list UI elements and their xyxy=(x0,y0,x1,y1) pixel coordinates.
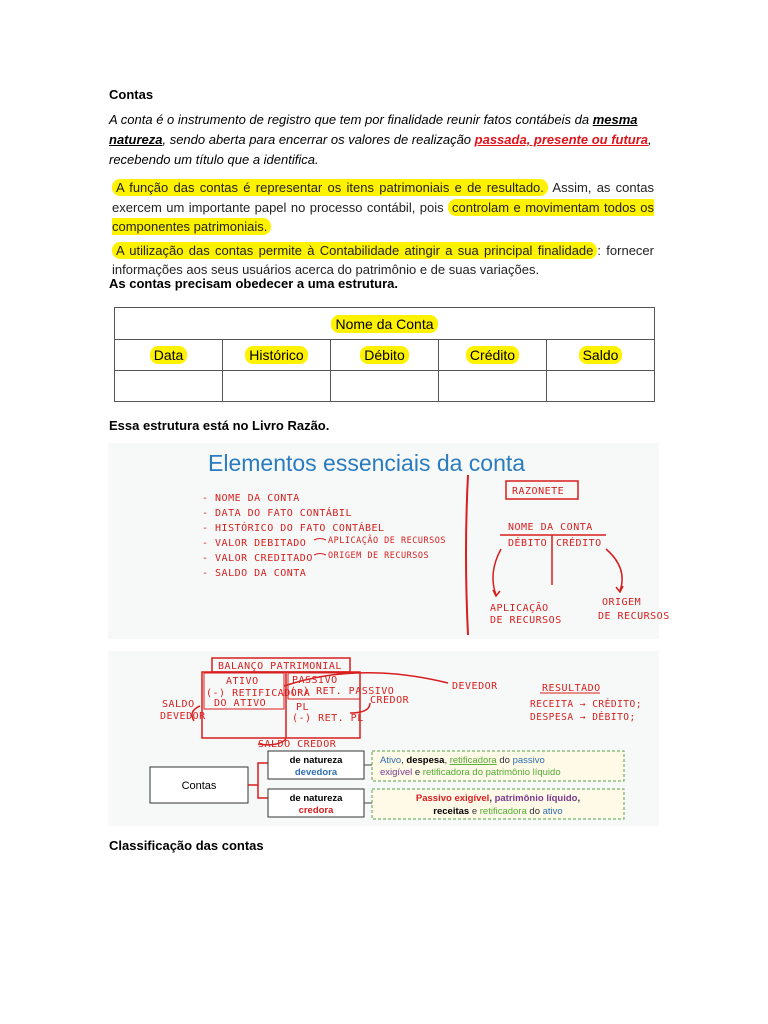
classificacao-heading: Classificação das contas xyxy=(109,838,264,853)
retif-ativo-1: (-) RETIFICADORA xyxy=(206,688,311,699)
pl-label: PL xyxy=(296,702,310,713)
credora-nat-label: de natureza xyxy=(289,793,343,804)
quote-highlight-2: controlam e movimentam todos os componentes patrimoniais. xyxy=(112,199,654,234)
table-cell xyxy=(331,371,439,402)
arrowhead-icon xyxy=(616,586,623,592)
table-header-cell xyxy=(439,340,547,371)
structure-intro: As contas precisam obedecer a uma estrutura. xyxy=(109,276,399,291)
arrow-aplicacao xyxy=(493,549,501,595)
quote-block xyxy=(112,178,654,280)
resultado-label: RESULTADO xyxy=(542,683,601,694)
col-debito: Débito xyxy=(360,346,408,364)
saldo-devedor-2: DEVEDOR xyxy=(160,711,206,722)
table-title-cell xyxy=(115,308,655,340)
credor-label: CREDOR xyxy=(370,695,410,706)
credora-label: credora xyxy=(298,805,334,816)
intro-mesma: mesma xyxy=(592,112,638,127)
table-empty-row xyxy=(115,371,655,402)
quote-text-1: Assim, as contas exercem um importante papel no processo contábil, pois xyxy=(112,180,654,215)
devedora-nat-label: de natureza xyxy=(289,755,343,766)
intro-line-3: recebendo um título que a identifica. xyxy=(109,152,319,167)
devedora-line-2: exigível e retificadora do patrimônio líquido xyxy=(380,767,561,778)
aplicacao-2: DE RECURSOS xyxy=(490,615,562,626)
table-cell xyxy=(439,371,547,402)
fig1-item: - VALOR CREDITADO xyxy=(202,553,313,564)
fig1-arrow-aplicacao: APLICAÇÃO DE RECURSOS xyxy=(328,536,446,546)
devedora-label: devedora xyxy=(294,767,338,778)
ret-passivo-label: (-) RET. PASSIVO xyxy=(290,686,395,697)
col-credito: Crédito xyxy=(466,346,519,364)
arrow-origem xyxy=(606,549,622,591)
figure-natureza-contas xyxy=(108,651,659,826)
saldo-credor-label: SALDO CREDOR xyxy=(258,739,337,750)
quote-highlight-3: A utilização das contas permite à Contabilidade atingir a sua principal finalidade xyxy=(112,242,597,259)
aplicacao-1: APLICAÇÃO xyxy=(490,603,549,614)
fig1-item: - NOME DA CONTA xyxy=(202,493,300,504)
account-structure-table xyxy=(114,307,655,402)
figure1-svg xyxy=(108,443,670,639)
passivo-label: PASSIVO xyxy=(292,675,338,686)
quote-text-2: : fornecer informações aos seus usuários acerca do patrimônio e de suas variações. xyxy=(112,242,654,277)
fig1-item: - VALOR DEBITADO xyxy=(202,538,307,549)
devedor-label: DEVEDOR xyxy=(452,681,498,692)
fig1-arrow-icon xyxy=(314,554,326,556)
credora-line-1: Passivo exigível, patrimônio líquido, xyxy=(415,793,581,804)
col-historico: Histórico xyxy=(245,346,307,364)
heading-contas: Contas xyxy=(109,87,154,102)
intro-text-3: , xyxy=(648,132,652,147)
fig1-item: - HISTÓRICO DO FATO CONTÁBEL xyxy=(202,523,385,534)
quote-highlight-1: A função das contas é representar os itens patrimoniais e de resultado. xyxy=(112,179,548,196)
credora-line-2: receitas e retificadora do ativo xyxy=(433,806,563,817)
table-header-cell xyxy=(547,340,655,371)
intro-text-1: A conta é o instrumento de registro que tem por finalidade reunir fatos contábeis da xyxy=(109,112,593,127)
table-cell xyxy=(115,371,223,402)
fig1-arrow-icon xyxy=(314,539,326,541)
fig1-arrow-origem: ORIGEM DE RECURSOS xyxy=(328,551,430,561)
table-cell xyxy=(547,371,655,402)
balanco-title: BALANÇO PATRIMONIAL xyxy=(218,661,342,672)
table-header-cell xyxy=(223,340,331,371)
razonete-debito: DÉBITO xyxy=(508,538,548,549)
fig1-divider xyxy=(466,475,468,635)
table-header-row xyxy=(115,340,655,371)
fig1-item: - SALDO DA CONTA xyxy=(202,568,307,579)
intro-natureza: natureza xyxy=(109,132,163,147)
col-saldo: Saldo xyxy=(579,346,623,364)
ativo-label: ATIVO xyxy=(226,676,259,687)
figure2-svg xyxy=(108,651,659,826)
figure1-title: Elementos essenciais da conta xyxy=(208,450,526,476)
contas-connector xyxy=(248,763,268,798)
devedora-line-1: Ativo, despesa, retificadora do passivo xyxy=(380,755,545,766)
table-cell xyxy=(223,371,331,402)
receita-rule: RECEITA → CRÉDITO; xyxy=(530,699,642,710)
intro-text-2: , sendo aberta para encerrar os valores de realização xyxy=(162,132,475,147)
table-title: Nome da Conta xyxy=(331,315,437,333)
arrowhead-icon xyxy=(493,590,500,596)
contas-label: Contas xyxy=(181,780,217,792)
retif-ativo-2: DO ATIVO xyxy=(214,698,267,709)
table-header-cell xyxy=(331,340,439,371)
col-data: Data xyxy=(150,346,188,364)
fig1-item: - DATA DO FATO CONTÁBIL xyxy=(202,508,352,519)
ret-pl-label: (-) RET. PL xyxy=(292,713,364,724)
intro-red-text: passada, presente ou futura xyxy=(474,132,649,147)
table-header-cell xyxy=(115,340,223,371)
despesa-rule: DESPESA → DÉBITO; xyxy=(530,712,636,723)
razonete-nome: NOME DA CONTA xyxy=(508,522,593,533)
origem-1: ORIGEM xyxy=(602,597,642,608)
razonete-credito: CRÉDITO xyxy=(556,538,602,549)
origem-2: DE RECURSOS xyxy=(598,611,670,622)
saldo-devedor-1: SALDO xyxy=(162,699,195,710)
razonete-label: RAZONETE xyxy=(512,486,565,497)
intro-paragraph xyxy=(109,110,654,170)
figure-elementos-essenciais xyxy=(108,443,670,639)
livro-razao-text: Essa estrutura está no Livro Razão. xyxy=(109,418,330,433)
